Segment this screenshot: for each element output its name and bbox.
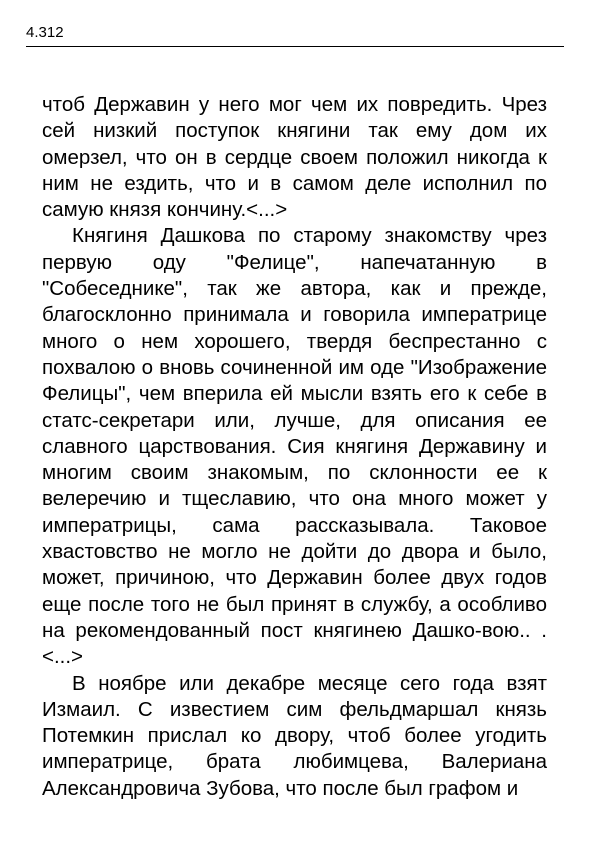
- body-text: [42, 92, 547, 802]
- paragraph-3: В ноябре или декабре месяце сего года взят Измаил. С известием сим фельдмаршал князь Потемкин прислал ко двору, чтоб более угодить императрице, брата любимцева, Валериана Александровича Зубова, что после был графом и: [42, 671, 547, 800]
- header-divider: [26, 46, 564, 47]
- page-number: 4.312: [26, 24, 64, 41]
- paragraph-2: Княгиня Дашкова по старому знакомству чрез первую оду "Фелице", напечатанную в "Собеседнике", так же автора, как и прежде, благосклонно принимала и говорила императрице много о нем хорошего, твердя беспрестанно с похвалою о вновь сочиненной им оде "Изображение Фелицы", чем вперила ей мысли взять его к себе в статс-секретари или, лучше, для описания ее славного царствования. Сия княгиня Державину и многим своим знакомым, по склонности ее к велеречию и тщеславию, что она много может у императрицы, сама рассказывала. Таковое хвастовство не могло не дойти до двора и было, может, причиною, что Державин более двух годов еще после того не был принят в службу, а особливо на рекомендованный пост княгинею Дашко-вою.. .<...>: [42, 224, 547, 669]
- paragraph-1: чтоб Державин у него мог чем их повредить. Чрез сей низкий поступок княгини так ему дом их омерзел, что он в сердце своем положил никогда к ним не ездить, что и в самом деле исполнил по самую князя кончину.<...>: [42, 93, 547, 222]
